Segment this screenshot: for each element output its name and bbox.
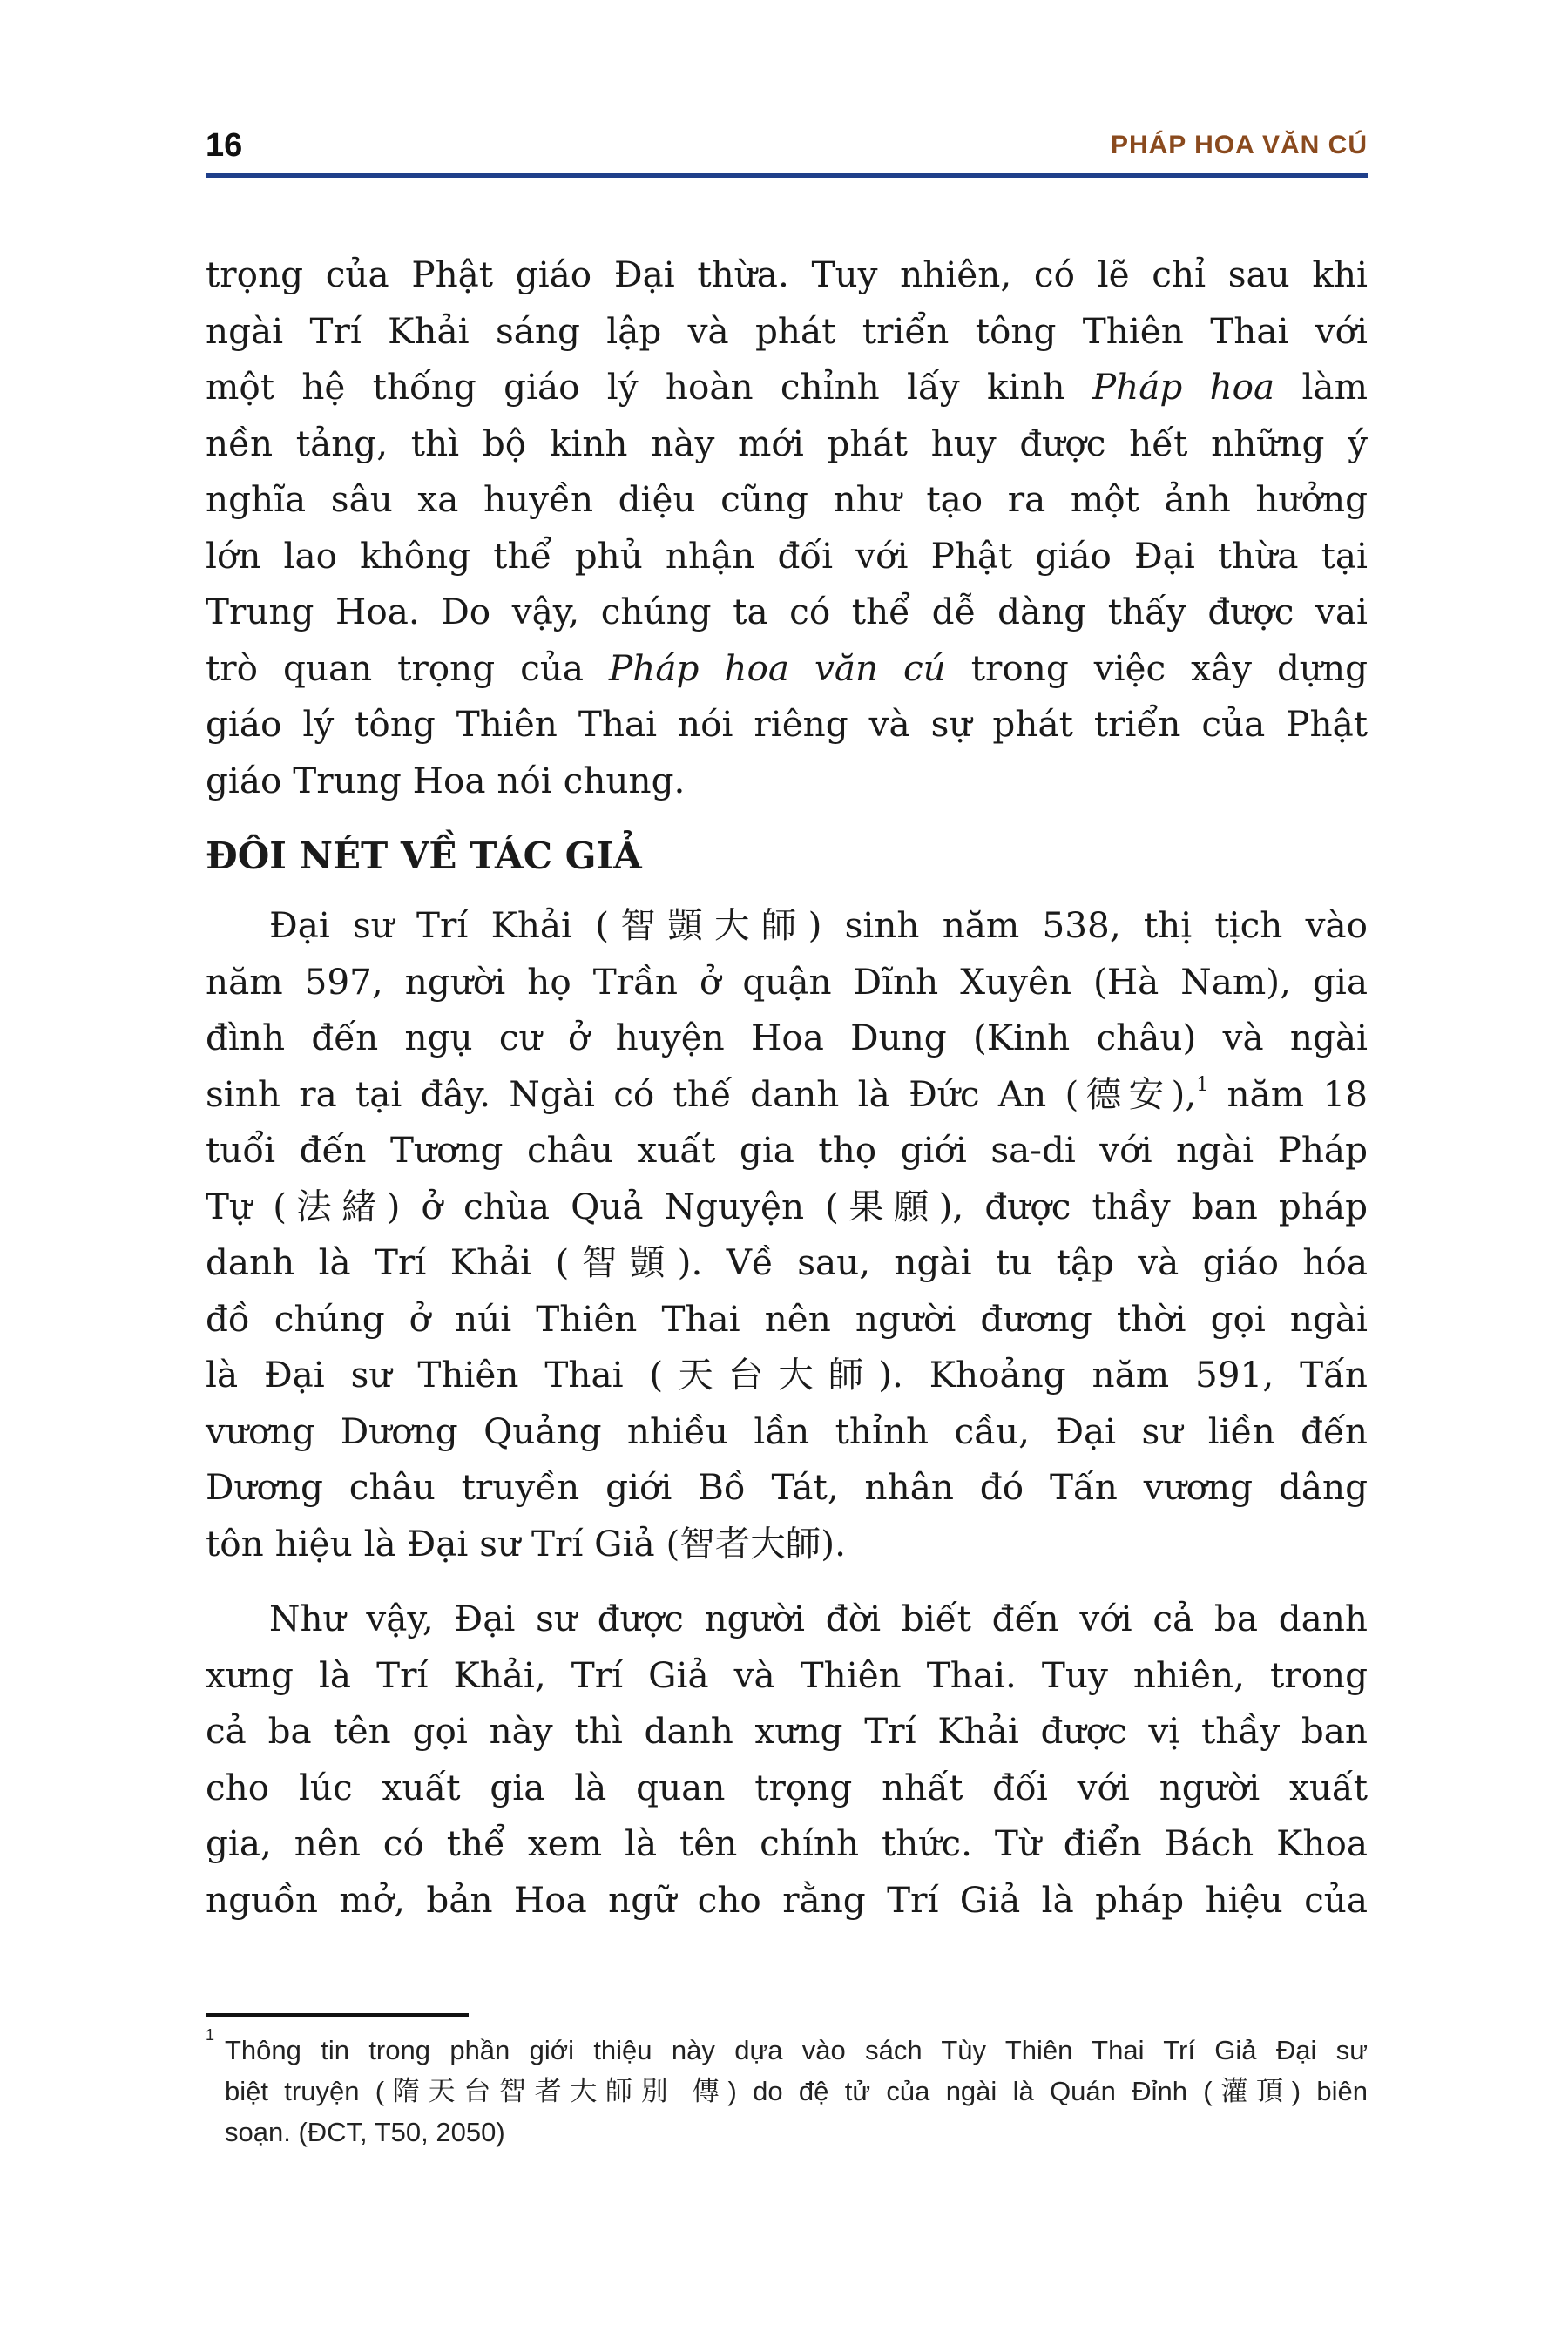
text-segment: làm <box>1274 366 1368 408</box>
text-line: danh là Trí Khải (智顗). Về sau, ngài tu tập và giáo hóa <box>206 1241 1368 1283</box>
text-line: nghĩa sâu xa huyền diệu cũng như tạo ra một ảnh hưởng <box>206 478 1368 520</box>
footnote-rule <box>206 2013 469 2017</box>
header-rule <box>206 173 1368 178</box>
text-line: cho lúc xuất gia là quan trọng nhất đối với người xuất <box>206 1766 1368 1808</box>
paragraph-gap <box>206 1571 1368 1591</box>
text-line: nền tảng, thì bộ kinh này mới phát huy được hết những ý <box>206 422 1368 464</box>
text-line: đồ chúng ở núi Thiên Thai nên người đương thời gọi ngài <box>206 1297 1368 1340</box>
running-title: PHÁP HOA VĂN CÚ <box>1110 131 1368 159</box>
text-line: vương Dương Quảng nhiều lần thỉnh cầu, Đại sư liền đến <box>206 1409 1368 1452</box>
text-segment: sinh ra tại đây. Ngài có thế danh là Đức An (德安), <box>206 1072 1197 1115</box>
text-line: xưng là Trí Khải, Trí Giả và Thiên Thai. Tuy nhiên, trong <box>206 1653 1368 1696</box>
paragraph-3 <box>206 1591 1368 1928</box>
footnote-line: soạn. (ĐCT, T50, 2050) <box>225 2117 505 2147</box>
book-title-italic: Pháp hoa <box>1092 366 1275 408</box>
text-line <box>206 359 1368 416</box>
text-line: Trung Hoa. Do vậy, chúng ta có thể dễ dàng thấy được vai <box>206 591 1368 632</box>
text-segment: một hệ thống giáo lý hoàn chỉnh lấy kinh <box>206 366 1092 408</box>
text-line: lớn lao không thể phủ nhận đối với Phật giáo Đại thừa tại <box>206 534 1368 577</box>
text-line: tuổi đến Tương châu xuất gia thọ giới sa-di với ngài Pháp <box>206 1129 1368 1171</box>
paragraph-2 <box>206 897 1368 1571</box>
text-line: Tự (法緒) ở chùa Quả Nguyện (果願), được thầy ban pháp <box>206 1185 1368 1227</box>
text-line: ngài Trí Khải sáng lập và phát triển tông Thiên Thai với <box>206 309 1368 352</box>
text-line: giáo Trung Hoa nói chung. <box>206 759 686 801</box>
text-line: gia, nên có thể xem là tên chính thức. Từ điển Bách Khoa <box>206 1822 1368 1864</box>
text-line: trọng của Phật giáo Đại thừa. Tuy nhiên, có lẽ chỉ sau khi <box>206 253 1368 295</box>
text-line: Đại sư Trí Khải (智顗大師) sinh năm 538, thị tịch vào <box>269 904 1368 946</box>
footnote-reference[interactable]: 1 <box>1196 1073 1209 1096</box>
text-line: nguồn mở, bản Hoa ngữ cho rằng Trí Giả là pháp hiệu của <box>206 1878 1368 1921</box>
text-line: Dương châu truyền giới Bồ Tát, nhân đó Tấn vương dâng <box>206 1466 1368 1508</box>
page-number: 16 <box>206 127 243 164</box>
text-line: cả ba tên gọi này thì danh xưng Trí Khải được vị thầy ban <box>206 1710 1368 1752</box>
text-line: tôn hiệu là Đại sư Trí Giả (智者大師). <box>206 1522 846 1565</box>
body-text <box>206 247 1368 1928</box>
text-segment: năm 18 <box>1208 1072 1368 1115</box>
text-line: giáo lý tông Thiên Thai nói riêng và sự phát triển của Phật <box>206 703 1368 745</box>
text-segment: trong việc xây dựng <box>945 646 1368 689</box>
paragraph-1 <box>206 247 1368 808</box>
section-heading: ĐÔI NÉT VỀ TÁC GIẢ <box>206 835 642 877</box>
text-segment: trò quan trọng của <box>206 646 610 689</box>
text-line: Như vậy, Đại sư được người đời biết đến với cả ba danh <box>269 1598 1368 1639</box>
footnote-number: 1 <box>206 2026 215 2044</box>
footnote-line: Thông tin trong phần giới thiệu này dựa vào sách Tùy Thiên Thai Trí Giả Đại sư <box>225 2035 1368 2065</box>
book-title-italic: Pháp hoa văn cú <box>609 646 946 689</box>
text-line: đình đến ngụ cư ở huyện Hoa Dung (Kinh châu) và ngài <box>206 1017 1368 1058</box>
footnote <box>206 2026 1368 2153</box>
text-line <box>206 1066 1368 1123</box>
text-line: năm 597, người họ Trần ở quận Dĩnh Xuyên (Hà Nam), gia <box>206 960 1368 1003</box>
footnote-line: biệt truyện (隋天台智者大師別 傳) do đệ tử của ngài là Quán Đỉnh (灌頂) biên <box>225 2076 1368 2106</box>
text-line <box>206 640 1368 697</box>
text-line: là Đại sư Thiên Thai (天台大師). Khoảng năm 591, Tấn <box>206 1354 1368 1396</box>
